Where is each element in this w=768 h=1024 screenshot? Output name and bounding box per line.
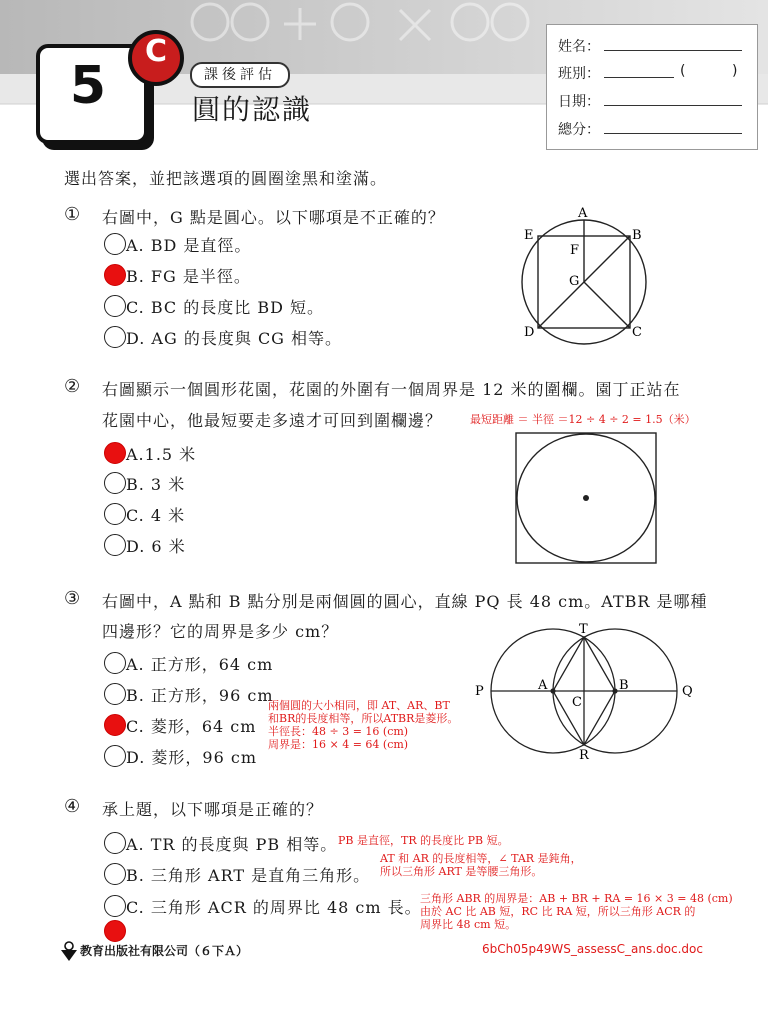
page-title: 圓的認識 xyxy=(192,93,313,126)
date-field[interactable] xyxy=(604,105,742,106)
class-number-open: ( xyxy=(680,63,686,79)
q1-line-gc xyxy=(584,282,630,328)
q1-option-a[interactable]: A. BD 是直徑。 xyxy=(126,236,252,255)
q4-option-c[interactable]: C. 三角形 ACR 的周界比 48 cm 長。 xyxy=(126,898,422,917)
q3-explanation xyxy=(268,699,458,751)
date-label: 日期： xyxy=(558,94,600,110)
q3-point-b xyxy=(612,688,617,693)
q3-note-line-1: 兩個圓的大小相同，即 AT、AR、BT xyxy=(268,699,450,712)
q1-option-c-bubble[interactable] xyxy=(104,295,126,317)
question-2-text-line2: 花園中心，他最短要走多遠才可回到圍欄邊？ xyxy=(102,411,443,430)
q2-option-c-bubble[interactable] xyxy=(104,503,126,525)
q4-option-b[interactable]: B. 三角形 ART 是直角三角形。 xyxy=(126,866,371,885)
class-label: 班別： xyxy=(558,66,600,82)
name-field[interactable] xyxy=(604,50,742,51)
q3-option-d-bubble[interactable] xyxy=(104,745,126,767)
q4-option-b-bubble[interactable] xyxy=(104,863,126,885)
question-3-text-line1: 右圖中，A 點和 B 點分別是兩個圓的圓心，直線 PQ 長 48 cm。ATBR 是哪種 xyxy=(102,592,708,611)
question-1-text: 右圖中，G 點是圓心。以下哪項是不正確的？ xyxy=(102,208,445,227)
q1-option-b[interactable]: B. FG 是半徑。 xyxy=(126,267,251,286)
q2-center-point xyxy=(583,495,589,501)
question-2-text-line1: 右圖顯示一個圓形花園，花園的外圍有一個周界是 12 米的圍欄。園丁正站在 xyxy=(102,380,681,399)
question-2-number: ② xyxy=(64,376,81,397)
assessment-tag: 課後評估 xyxy=(190,62,290,88)
class-field[interactable] xyxy=(604,77,674,78)
q3-label-a: A xyxy=(538,678,548,693)
footer-publisher: 教育出版社有限公司（６下Ａ） xyxy=(80,944,249,958)
q3-label-q: Q xyxy=(682,684,693,699)
q2-option-a-bubble[interactable] xyxy=(104,442,126,464)
q1-label-d: D xyxy=(524,325,535,340)
q2-option-d[interactable]: D. 6 米 xyxy=(126,537,186,556)
q4-option-a-note: PB 是直徑，TR 的長度比 PB 短。 xyxy=(338,834,509,847)
q3-option-c[interactable]: C. 菱形，64 cm xyxy=(126,717,257,736)
score-label: 總分： xyxy=(558,122,600,138)
q3-option-b-bubble[interactable] xyxy=(104,683,126,705)
lesson-number: 5 xyxy=(69,56,107,116)
q1-figure xyxy=(508,200,668,350)
q4-option-a[interactable]: A. TR 的長度與 PB 相等。 xyxy=(126,835,338,854)
q4-option-c-bubble[interactable] xyxy=(104,895,126,917)
q3-option-a[interactable]: A. 正方形，64 cm xyxy=(126,655,274,674)
q3-option-b[interactable]: B. 正方形，96 cm xyxy=(126,686,274,705)
q1-option-a-bubble[interactable] xyxy=(104,233,126,255)
q4-c-note-line-3: 周界比 48 cm 短。 xyxy=(420,918,517,931)
q3-label-p: P xyxy=(475,684,484,699)
q3-point-a xyxy=(550,688,555,693)
q1-label-c: C xyxy=(632,325,642,340)
q2-option-d-bubble[interactable] xyxy=(104,534,126,556)
q3-figure xyxy=(470,620,710,764)
q1-label-f: F xyxy=(570,243,580,258)
q4-c-note-line-1: 三角形 ABR 的周界是：AB + BR + RA = 16 × 3 = 48 (cm) xyxy=(420,892,733,905)
q4-option-d-bubble[interactable] xyxy=(104,920,126,942)
question-1-number: ① xyxy=(64,204,81,225)
q3-label-c: C xyxy=(572,695,582,710)
name-label: 姓名： xyxy=(558,39,600,55)
q4-c-note-line-2: 由於 AC 比 AB 短，RC 比 RA 短，所以三角形 ACR 的 xyxy=(420,905,696,918)
q4-b-note-line-2: 所以三角形 ART 是等腰三角形。 xyxy=(380,865,543,878)
footer-filename: 6bCh05p49WS_assessC_ans.doc.doc xyxy=(482,942,703,956)
question-3-number: ③ xyxy=(64,588,81,609)
question-4-text: 承上題，以下哪項是正確的？ xyxy=(102,800,324,819)
q3-option-c-bubble[interactable] xyxy=(104,714,126,736)
q3-note-line-2: 和BR的長度相等，所以ATBR是菱形。 xyxy=(268,712,459,725)
question-4-number: ④ xyxy=(64,796,81,817)
q1-label-g: G xyxy=(569,274,580,289)
question-3-text-line2: 四邊形？它的周界是多少 cm？ xyxy=(102,622,339,641)
q3-option-d[interactable]: D. 菱形，96 cm xyxy=(126,748,258,767)
q2-option-a[interactable]: A.1.5 米 xyxy=(126,445,197,464)
q3-note-line-3: 半徑長：48 ÷ 3 = 16 (cm) xyxy=(268,725,409,738)
q2-option-c[interactable]: C. 4 米 xyxy=(126,506,186,525)
q3-note-line-4: 周界是：16 × 4 = 64 (cm) xyxy=(268,738,409,751)
q1-label-a: A xyxy=(578,206,588,221)
assessment-badge-letter: C xyxy=(144,34,168,69)
instructions: 選出答案，並把該選項的圓圈塗黑和塗滿。 xyxy=(64,169,388,188)
publisher-logo-icon xyxy=(60,940,78,962)
q3-label-b: B xyxy=(619,678,629,693)
q4-b-note-line-1: AT 和 AR 的長度相等，∠ TAR 是鈍角， xyxy=(380,852,582,865)
q3-label-t: T xyxy=(579,622,588,637)
q1-option-d[interactable]: D. AG 的長度與 CG 相等。 xyxy=(126,329,343,348)
q3-option-a-bubble[interactable] xyxy=(104,652,126,674)
q2-option-b-bubble[interactable] xyxy=(104,472,126,494)
score-field[interactable] xyxy=(604,133,742,134)
q2-figure xyxy=(512,430,662,566)
q2-option-b[interactable]: B. 3 米 xyxy=(126,475,186,494)
q4-option-a-bubble[interactable] xyxy=(104,832,126,854)
q1-label-e: E xyxy=(524,228,534,243)
q4-option-b-note xyxy=(380,852,582,878)
q1-option-d-bubble[interactable] xyxy=(104,326,126,348)
q1-label-b: B xyxy=(632,228,642,243)
q3-label-r: R xyxy=(579,748,589,763)
class-number-close: ) xyxy=(732,63,738,79)
q2-answer-note: 最短距離 ＝ 半徑 ＝12 ÷ 4 ÷ 2 = 1.5（米） xyxy=(470,413,696,426)
q4-option-c-note xyxy=(420,892,733,931)
q1-option-b-bubble[interactable] xyxy=(104,264,126,286)
q1-option-c[interactable]: C. BC 的長度比 BD 短。 xyxy=(126,298,324,317)
